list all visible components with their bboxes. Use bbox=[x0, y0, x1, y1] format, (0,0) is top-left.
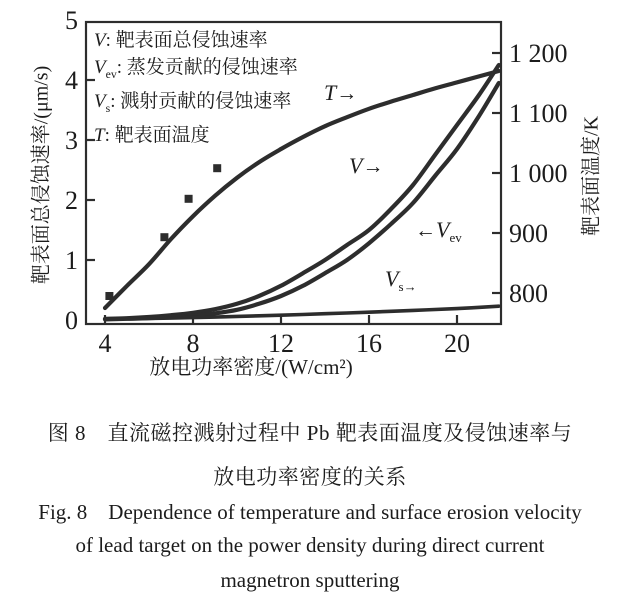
y-right-tick-label: 1 200 bbox=[509, 39, 568, 68]
annotation-V-s: $V_{s\to}$ bbox=[385, 266, 417, 295]
x-tick-label: 8 bbox=[186, 329, 200, 358]
x-tick-label: 20 bbox=[444, 329, 470, 358]
caption-en-line3: magnetron sputtering bbox=[220, 568, 400, 592]
y-axis-label-left: 靶表面总侵蚀速率/(μm/s) bbox=[30, 65, 53, 285]
y-left-tick-label: 5 bbox=[65, 6, 78, 35]
y-right-tick-label: 900 bbox=[509, 219, 548, 248]
caption-zh-line2: 放电功率密度的关系 bbox=[213, 465, 407, 489]
y-left-tick-label: 3 bbox=[65, 126, 78, 155]
chart-legend bbox=[94, 27, 298, 149]
annotation-V: V→ bbox=[349, 153, 384, 178]
y-right-tick-label: 1 000 bbox=[509, 159, 568, 188]
caption-en-line2: of lead target on the power density during direct current bbox=[75, 533, 545, 557]
data-point-T-measured bbox=[213, 164, 221, 172]
x-tick-label: 12 bbox=[268, 329, 294, 358]
y-right-tick-label: 1 100 bbox=[509, 99, 568, 128]
y-left-tick-label: 1 bbox=[65, 246, 78, 275]
annotation-V-ev: $\leftarrow V_{ev}$ bbox=[415, 217, 462, 246]
y-right-tick-label: 800 bbox=[509, 279, 548, 308]
data-point-T-measured bbox=[105, 292, 113, 300]
y-left-tick-label: 4 bbox=[65, 66, 78, 95]
x-axis-label: 放电功率密度/(W/cm²) bbox=[149, 355, 353, 379]
data-point-T-measured bbox=[185, 195, 193, 203]
caption-zh-line1: 图 8 直流磁控溅射过程中 Pb 靶表面温度及侵蚀速率与 bbox=[47, 421, 573, 445]
data-point-T-measured bbox=[160, 233, 168, 241]
legend-line: $V_s$: 溅射贡献的侵蚀速率 bbox=[94, 90, 292, 115]
legend-line: T: 靶表面温度 bbox=[94, 124, 210, 146]
caption-en-line1: Fig. 8 Dependence of temperature and surface erosion velocity bbox=[38, 500, 582, 524]
legend-line: V: 靶表面总侵蚀速率 bbox=[94, 30, 268, 51]
y-left-tick-label: 0 bbox=[65, 306, 78, 335]
x-tick-label: 16 bbox=[356, 329, 382, 358]
legend-line: $V_{ev}$: 蒸发贡献的侵蚀速率 bbox=[94, 57, 298, 81]
annotation-T: T→ bbox=[324, 80, 358, 105]
x-tick-label: 4 bbox=[98, 329, 112, 358]
y-axis-label-right: 靶表面温度/K bbox=[580, 116, 603, 236]
y-left-tick-label: 2 bbox=[65, 186, 78, 215]
curve-Vs bbox=[105, 306, 499, 319]
